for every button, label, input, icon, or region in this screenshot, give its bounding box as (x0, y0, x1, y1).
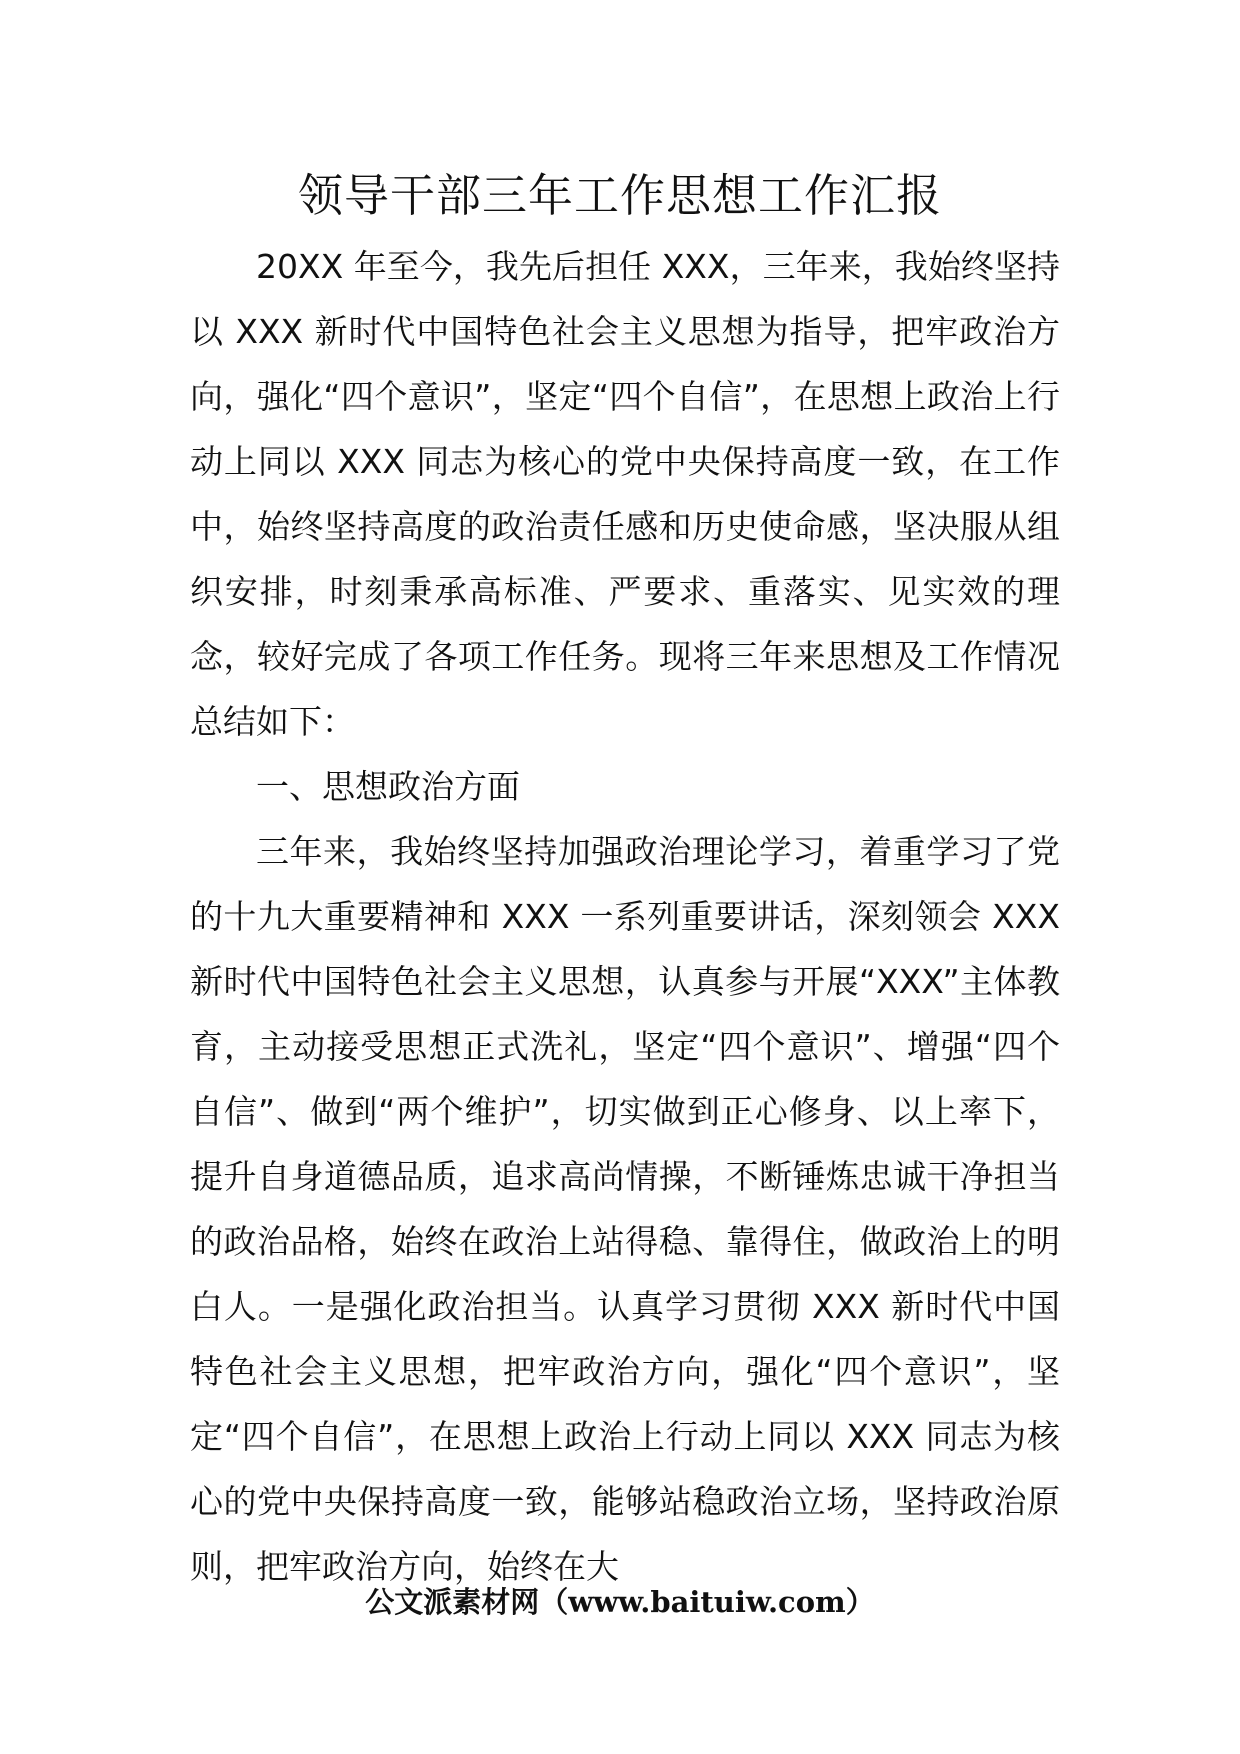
paragraph-intro: 20XX 年至今，我先后担任 XXX，三年来，我始终坚持以 XXX 新时代中国特色社会主义思想为指导，把牢政治方向，强化“四个意识”，坚定“四个自信”，在思想上政治上行动上同以 XXX 同志为核心的党中央保持高度一致，在工作中，始终坚持高度的政治责任感和历史使命感，坚决服从组织安排，时刻秉承高标准、严要求、重落实、见实效的理念，较好完成了各项工作任务。现将三年来思想及工作情况总结如下： (190, 247, 1060, 741)
section-heading-1: 一、思想政治方面 (256, 767, 520, 806)
paragraph-ideology: 三年来，我始终坚持加强政治理论学习，着重学习了党的十九大重要精神和 XXX 一系列重要讲话，深刻领会 XXX 新时代中国特色社会主义思想，认真参与开展“XXX”主体教育，主动接受思想正式洗礼，坚定“四个意识”、增强“四个自信”、做到“两个维护”，切实做到正心修身、以上率下，提升自身道德品质，追求高尚情操，不断锤炼忠诚干净担当的政治品格，始终在政治上站得稳、靠得住，做政治上的明白人。一是强化政治担当。认真学习贯彻 XXX 新时代中国特色社会主义思想，把牢政治方向，强化“四个意识”，坚定“四个自信”，在思想上政治上行动上同以 XXX 同志为核心的党中央保持高度一致，能够站稳政治立场，坚持政治原则，把牢政治方向，始终在大 (190, 832, 1060, 1586)
watermark-footer: 公文派素材网（www.baituiw.com） (365, 1585, 875, 1619)
document-title: 领导干部三年工作思想工作汇报 (297, 169, 942, 222)
document-body (190, 234, 1060, 1599)
